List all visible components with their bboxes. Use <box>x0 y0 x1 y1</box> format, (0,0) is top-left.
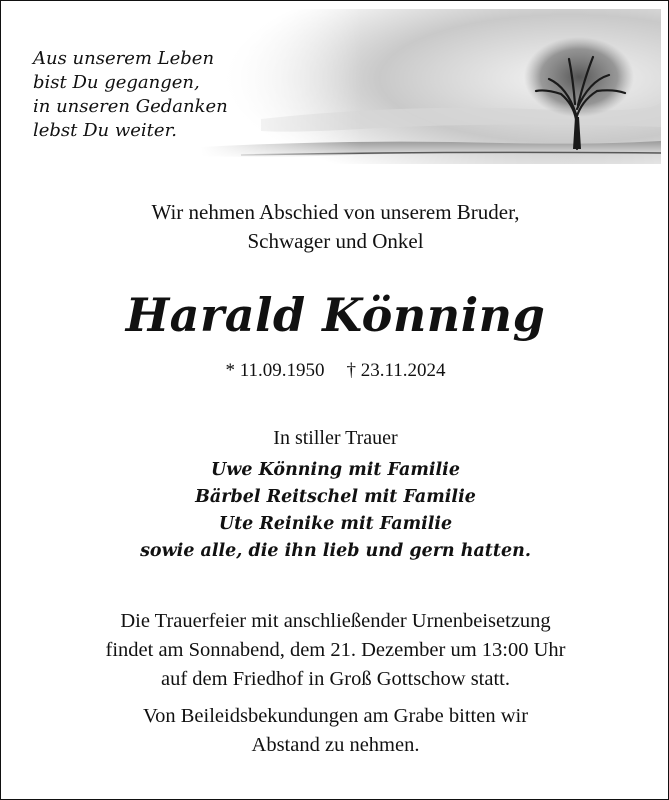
tree-landscape-icon <box>201 9 661 164</box>
intro-line: Schwager und Onkel <box>247 229 424 253</box>
memorial-verse <box>33 47 228 143</box>
mourning-label: In stiller Trauer <box>273 427 398 449</box>
verse-line: in unseren Gedanken <box>33 96 228 117</box>
birth-date: * 11.09.1950 <box>225 360 325 381</box>
farewell-intro <box>1 198 669 256</box>
deceased-name: Harald Könning <box>125 288 546 342</box>
condolence-line: Abstand zu nehmen. <box>251 734 420 756</box>
ceremony-line: findet am Sonnabend, dem 21. Dezember um 13:00 Uhr <box>105 639 566 661</box>
mourner-line: Ute Reinike mit Familie <box>218 514 453 534</box>
verse-line: lebst Du weiter. <box>33 120 177 141</box>
ceremony-info <box>1 607 669 694</box>
condolence-note <box>1 702 669 760</box>
life-dates <box>1 359 669 383</box>
verse-line: Aus unserem Leben <box>33 48 215 69</box>
mourner-line: sowie alle, die ihn lieb und gern hatten. <box>140 541 531 561</box>
condolence-line: Von Beileidsbekundungen am Grabe bitten wir <box>142 705 529 727</box>
death-date: † 23.11.2024 <box>346 360 446 381</box>
ceremony-line: auf dem Friedhof in Groß Gottschow statt. <box>160 668 510 690</box>
mourner-line: Uwe Könning mit Familie <box>211 460 460 480</box>
verse-line: bist Du gegangen, <box>33 72 200 93</box>
mourners-list <box>1 457 669 565</box>
mourner-line: Bärbel Reitschel mit Familie <box>195 487 476 507</box>
ceremony-line: Die Trauerfeier mit anschließender Urnenbeisetzung <box>120 610 551 632</box>
intro-line: Wir nehmen Abschied von unserem Bruder, <box>151 200 520 224</box>
